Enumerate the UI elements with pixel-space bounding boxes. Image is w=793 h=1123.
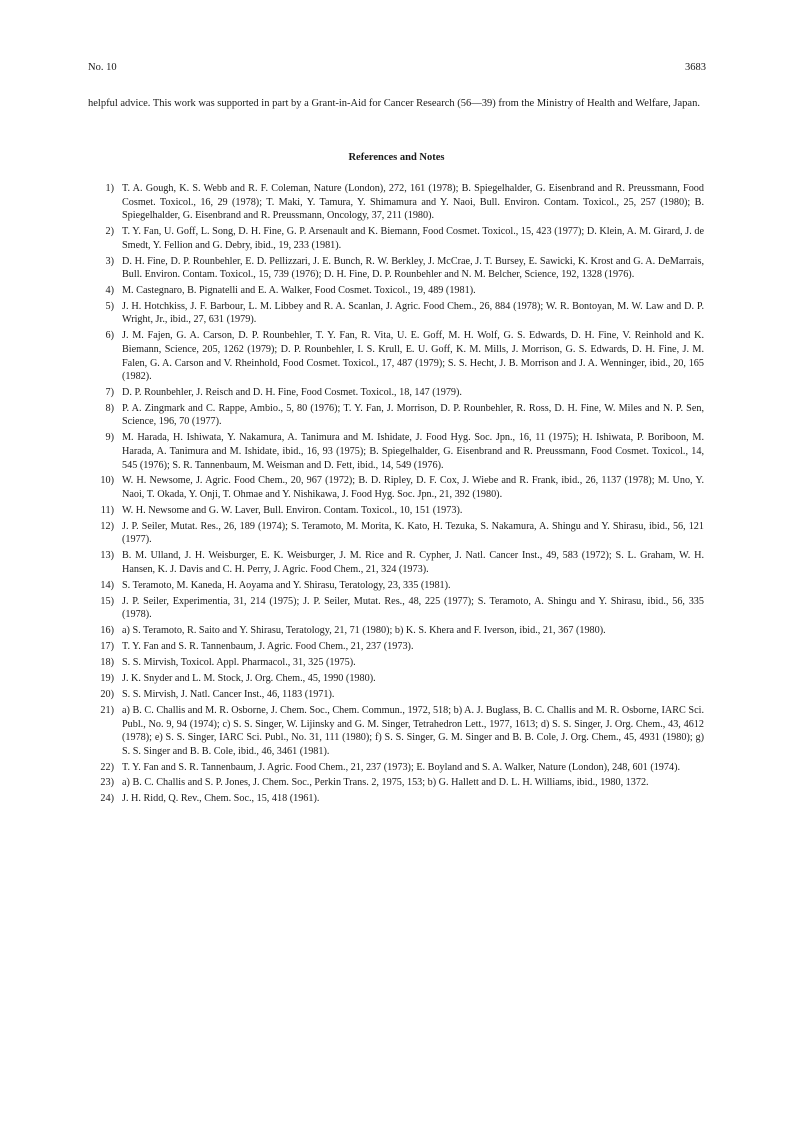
reference-number: 5) — [105, 300, 114, 312]
issue-number: No. 10 — [88, 62, 117, 73]
reference-item — [96, 284, 704, 298]
reference-item — [96, 329, 704, 383]
reference-text: J. P. Seiler, Mutat. Res., 26, 189 (1974); S. Teramoto, M. Morita, K. Kato, H. Tezuka, S. Nakamura, A. Shingu and Y. Shirasu, ibid., 56, 121 (1977). — [122, 520, 704, 546]
reference-text: T. Y. Fan and S. R. Tannenbaum, J. Agric. Food Chem., 21, 237 (1973). — [122, 641, 414, 653]
reference-text: J. K. Snyder and L. M. Stock, J. Org. Chem., 45, 1990 (1980). — [122, 673, 376, 685]
reference-item — [96, 672, 704, 686]
reference-item — [96, 225, 704, 252]
reference-text: S. S. Mirvish, Toxicol. Appl. Pharmacol., 31, 325 (1975). — [122, 657, 356, 669]
reference-item — [96, 792, 704, 806]
reference-item — [96, 431, 704, 472]
reference-item — [96, 624, 704, 638]
reference-item — [96, 504, 704, 518]
reference-number: 17) — [100, 641, 114, 653]
page-number: 3683 — [685, 62, 706, 73]
reference-number: 14) — [100, 579, 114, 591]
reference-item — [96, 688, 704, 702]
reference-number: 7) — [105, 387, 114, 398]
reference-number: 18) — [100, 657, 114, 669]
reference-item — [96, 386, 704, 400]
reference-text: D. H. Fine, D. P. Rounbehler, E. D. Pellizzari, J. E. Bunch, R. W. Berkley, J. McCrae, J. T. Bursey, E. Sawicki, K. Krost and G. A. DeMarrais, Bull. Environ. Contam. Toxicol., 15, 739 (1976); D. H. Fine, D. P. Rounbehler and N. M. Belcher, Science, 192, 1328 (1976). — [122, 255, 704, 281]
reference-item — [96, 402, 704, 429]
reference-text: T. Y. Fan, U. Goff, L. Song, D. H. Fine, G. P. Arsenault and K. Biemann, Food Cosmet. Toxicol., 15, 423 (1977); D. Klein, A. M. Girard, J. de Smedt, Y. Fellion and G. Debry, ibid., 19, 233 (1981). — [122, 226, 704, 251]
references-list — [96, 182, 704, 808]
acknowledgment-paragraph: helpful advice. This work was supported in part by a Grant-in-Aid for Cancer Research (56—39) from the Ministry of Health and Welfare, Japan. — [88, 98, 700, 109]
reference-text: D. P. Rounbehler, J. Reisch and D. H. Fine, Food Cosmet. Toxicol., 18, 147 (1979). — [122, 387, 462, 398]
reference-item — [96, 776, 704, 790]
reference-text: P. A. Zingmark and C. Rappe, Ambio., 5, 80 (1976); T. Y. Fan, J. Morrison, D. P. Rounbehler, R. Ross, D. H. Fine, W. Miles and N. P. Sen, Science, 196, 70 (1977). — [122, 402, 704, 428]
reference-text: J. M. Fajen, G. A. Carson, D. P. Rounbehler, T. Y. Fan, R. Vita, U. E. Goff, M. H. Wolf, G. S. Edwards, D. H. Fine, V. Reinhold and K. Biemann, Science, 205, 1262 (1979); D. P. Rounbehler, I. S. Krull, E. U. Goff, K. M. Mills, J. Morrison, G. S. Edwards, D. H. Fine, J. M. Falen, G. A. Carson and V. Rheinhold, Food Cosmet. Toxicol., 17, 487 (1979); S. S. Hecht, J. B. Morrison and J. A. Wenninger, ibid., 20, 165 (1982). — [122, 330, 704, 383]
reference-number: 8) — [105, 402, 114, 414]
reference-text: W. H. Newsome, J. Agric. Food Chem., 20, 967 (1972); B. D. Ripley, D. F. Cox, J. Wiebe and R. Frank, ibid., 26, 1137 (1978); M. Uno, Y. Naoi, T. Okada, Y. Onji, T. Ohmae and Y. Nishikawa, J. Food Hyg. Soc. Jpn., 21, 392 (1980). — [122, 475, 704, 500]
reference-number: 13) — [100, 550, 114, 562]
reference-number: 19) — [100, 673, 114, 685]
reference-number: 23) — [100, 777, 114, 789]
reference-number: 22) — [100, 761, 114, 773]
reference-item — [96, 300, 704, 327]
reference-number: 9) — [105, 432, 114, 444]
reference-item — [96, 255, 704, 282]
references-heading: References and Notes — [348, 152, 445, 163]
reference-text: J. H. Hotchkiss, J. F. Barbour, L. M. Libbey and R. A. Scanlan, J. Agric. Food Chem., 26, 884 (1978); W. R. Bontoyan, M. W. Law and D. P. Wright, Jr., ibid., 27, 631 (1979). — [122, 300, 704, 326]
reference-number: 2) — [105, 226, 114, 238]
reference-text: a) S. Teramoto, R. Saito and Y. Shirasu, Teratology, 21, 71 (1980); b) K. S. Khera and F. Iverson, ibid., 21, 367 (1980). — [122, 625, 606, 637]
reference-number: 11) — [100, 504, 114, 516]
reference-text: a) B. C. Challis and S. P. Jones, J. Chem. Soc., Perkin Trans. 2, 1975, 153; b) G. Hallett and D. L. H. Williams, ibid., 1980, 1372. — [122, 777, 649, 789]
reference-text: J. H. Ridd, Q. Rev., Chem. Soc., 15, 418 (1961). — [122, 793, 320, 805]
reference-item — [96, 640, 704, 654]
reference-number: 16) — [100, 625, 114, 637]
reference-text: T. Y. Fan and S. R. Tannenbaum, J. Agric. Food Chem., 21, 237 (1973); E. Boyland and S. A. Walker, Nature (London), 248, 601 (1974). — [122, 761, 681, 773]
reference-item — [96, 520, 704, 547]
reference-item — [96, 579, 704, 593]
reference-text: B. M. Ulland, J. H. Weisburger, E. K. Weisburger, J. M. Rice and R. Cypher, J. Natl. Cancer Inst., 49, 583 (1972); S. L. Graham, W. H. Hansen, K. J. Davis and C. H. Perry, J. Agric. Food Chem., 21, 324 (1973). — [122, 550, 704, 575]
reference-number: 15) — [100, 595, 114, 607]
reference-number: 21) — [100, 704, 114, 716]
reference-text: W. H. Newsome and G. W. Laver, Bull. Environ. Contam. Toxicol., 10, 151 (1973). — [122, 504, 463, 516]
reference-number: 10) — [100, 475, 114, 487]
reference-number: 1) — [105, 183, 114, 194]
reference-item — [96, 474, 704, 501]
reference-item — [96, 549, 704, 576]
reference-text: S. Teramoto, M. Kaneda, H. Aoyama and Y. Shirasu, Teratology, 23, 335 (1981). — [122, 579, 451, 591]
reference-item — [96, 656, 704, 670]
reference-item — [96, 761, 704, 775]
reference-number: 20) — [100, 689, 114, 701]
reference-text: S. S. Mirvish, J. Natl. Cancer Inst., 46, 1183 (1971). — [122, 689, 335, 701]
reference-text: M. Harada, H. Ishiwata, Y. Nakamura, A. Tanimura and M. Ishidate, J. Food Hyg. Soc. Jpn., 16, 11 (1975); H. Ishiwata, P. Boriboon, M. Harada, A. Tanimura and M. Ishidate, ibid., 16, 93 (1975); B. Spiegelhalder, G. Eisenbrand and R. Preussmann, Food Cosmet. Toxicol., 14, 545 (1976); S. R. Tannenbaum, M. Weisman and D. Fett, ibid., 14, 549 (1976). — [122, 432, 704, 471]
reference-number: 3) — [105, 255, 114, 267]
reference-text: T. A. Gough, K. S. Webb and R. F. Coleman, Nature (London), 272, 161 (1978); B. Spiegelhalder, G. Eisenbrand and R. Preussmann, Food Cosmet. Toxicol., 16, 29 (1978); T. Maki, Y. Tamura, Y. Shimamura and Y. Naoi, Bull. Environ. Contam. Toxicol., 25, 257 (1980); B. Spiegelhalder, G. Eisenbrand and R. Preussmann, Oncology, 37, 211 (1980). — [122, 183, 704, 222]
reference-item — [96, 182, 704, 223]
reference-text: M. Castegnaro, B. Pignatelli and E. A. Walker, Food Cosmet. Toxicol., 19, 489 (1981). — [122, 285, 476, 296]
reference-number: 12) — [100, 520, 114, 532]
reference-text: J. P. Seiler, Experimentia, 31, 214 (1975); J. P. Seiler, Mutat. Res., 48, 225 (1977); S. Teramoto, A. Shingu and Y. Shirasu, ibid., 56, 335 (1978). — [122, 595, 704, 621]
reference-text: a) B. C. Challis and M. R. Osborne, J. Chem. Soc., Chem. Commun., 1972, 518; b) A. J. Buglass, B. C. Challis and M. R. Osborne, IARC Sci. Publ., No. 9, 94 (1974); c) S. S. Singer, W. Lijinsky and G. M. Singer, Tetrahedron Lett., 1977, 1613; d) S. S. Singer, J. Org. Chem., 43, 4612 (1978); e) S. S. Singer, IARC Sci. Publ., No. 31, 111 (1980); f) S. S. Singer, G. M. Singer and B. B. Cole, J. Org. Chem., 45, 4931 (1980); g) S. S. Singer and B. B. Cole, ibid., 46, 3461 (1981). — [122, 704, 704, 757]
reference-number: 6) — [105, 330, 114, 342]
reference-number: 24) — [100, 793, 114, 805]
reference-item — [96, 595, 704, 622]
reference-item — [96, 704, 704, 758]
reference-number: 4) — [105, 285, 114, 296]
